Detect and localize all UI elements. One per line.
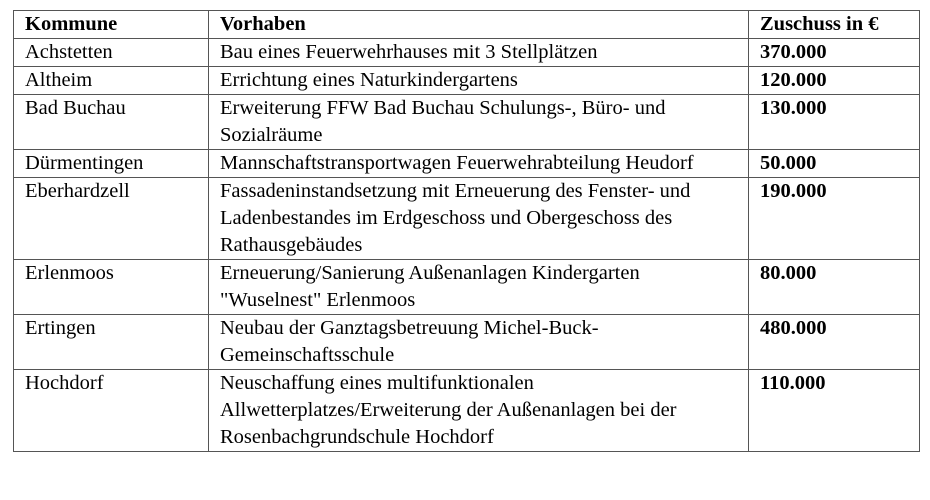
kommune-cell: Ertingen	[14, 315, 209, 370]
table-row	[14, 260, 920, 315]
table-row	[14, 95, 920, 150]
table-row	[14, 370, 920, 452]
kommune-cell: Erlenmoos	[14, 260, 209, 315]
vorhaben-cell: Mannschaftstransportwagen Feuerwehrabteilung Heudorf	[209, 150, 749, 178]
vorhaben-cell: Bau eines Feuerwehrhauses mit 3 Stellplätzen	[209, 39, 749, 67]
zuschuss-cell: 480.000	[749, 315, 920, 370]
zuschuss-cell: 130.000	[749, 95, 920, 150]
table-row	[14, 150, 920, 178]
zuschuss-cell: 190.000	[749, 178, 920, 260]
header-zuschuss: Zuschuss in €	[749, 11, 920, 39]
kommune-cell: Bad Buchau	[14, 95, 209, 150]
zuschuss-cell: 80.000	[749, 260, 920, 315]
vorhaben-cell: Errichtung eines Naturkindergartens	[209, 67, 749, 95]
table-row	[14, 178, 920, 260]
table-row	[14, 67, 920, 95]
vorhaben-cell: Fassadeninstandsetzung mit Erneuerung des Fenster- und Ladenbestandes im Erdgeschoss und Obergeschoss des Rathausgebäudes	[209, 178, 749, 260]
zuschuss-cell: 110.000	[749, 370, 920, 452]
header-vorhaben: Vorhaben	[209, 11, 749, 39]
table-row	[14, 315, 920, 370]
header-kommune: Kommune	[14, 11, 209, 39]
header-row	[14, 11, 920, 39]
vorhaben-cell: Erweiterung FFW Bad Buchau Schulungs-, Büro- und Sozialräume	[209, 95, 749, 150]
zuschuss-cell: 370.000	[749, 39, 920, 67]
zuschuss-cell: 50.000	[749, 150, 920, 178]
kommune-cell: Altheim	[14, 67, 209, 95]
kommune-cell: Dürmentingen	[14, 150, 209, 178]
vorhaben-cell: Neubau der Ganztagsbetreuung Michel-Buck-Gemeinschaftsschule	[209, 315, 749, 370]
kommune-cell: Eberhardzell	[14, 178, 209, 260]
kommune-cell: Hochdorf	[14, 370, 209, 452]
table-row	[14, 39, 920, 67]
funding-table	[13, 10, 920, 452]
vorhaben-cell: Neuschaffung eines multifunktionalen Allwetterplatzes/Erweiterung der Außenanlagen bei der Rosenbachgrundschule Hochdorf	[209, 370, 749, 452]
kommune-cell: Achstetten	[14, 39, 209, 67]
vorhaben-cell: Erneuerung/Sanierung Außenanlagen Kindergarten "Wuselnest" Erlenmoos	[209, 260, 749, 315]
zuschuss-cell: 120.000	[749, 67, 920, 95]
